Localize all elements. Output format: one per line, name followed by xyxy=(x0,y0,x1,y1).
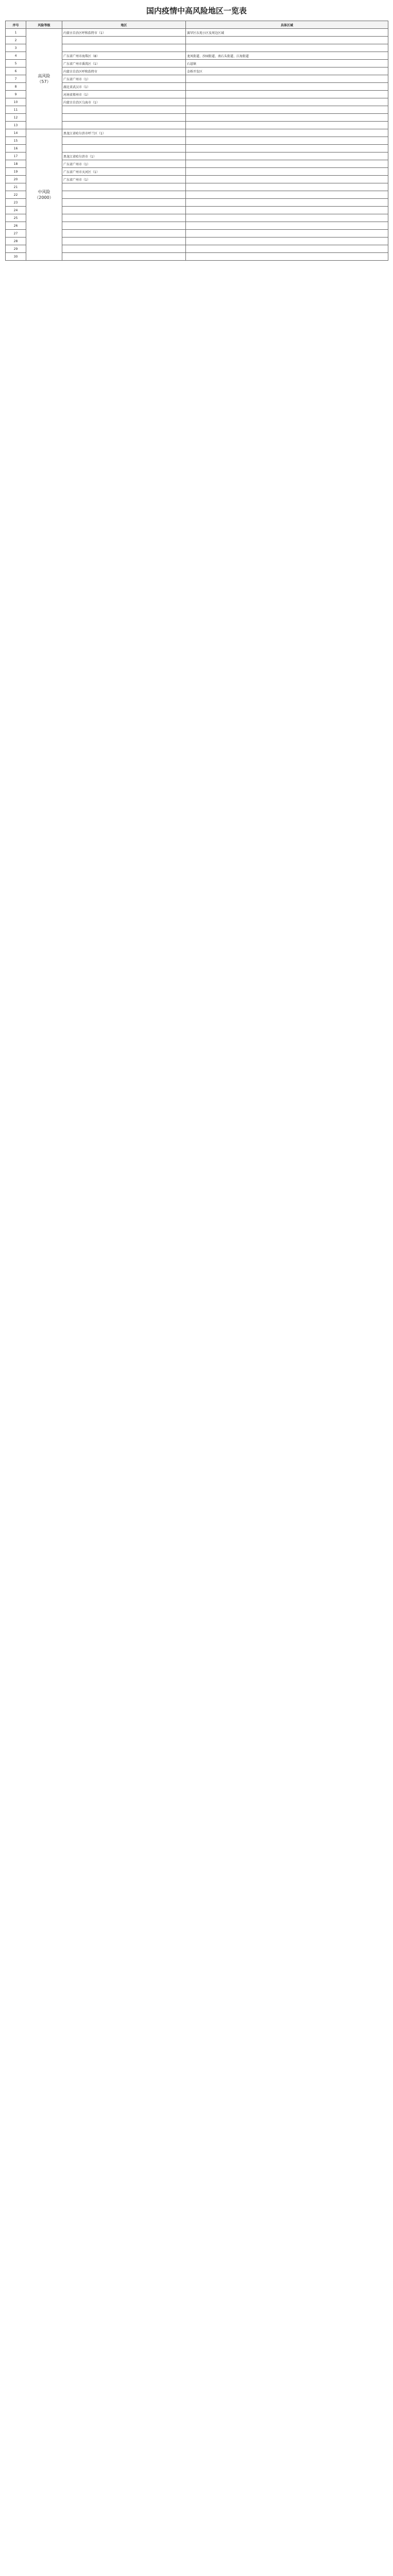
table-row xyxy=(6,122,388,129)
area-cell: 河南省郑州市（1） xyxy=(62,91,186,98)
column-header: 序号 xyxy=(6,21,26,29)
row-number: 15 xyxy=(6,137,26,145)
area-cell xyxy=(62,114,186,122)
detail-cell xyxy=(186,129,388,137)
detail-cell: 石碁镇 xyxy=(186,60,388,67)
table-row xyxy=(6,44,388,52)
detail-cell xyxy=(186,122,388,129)
area-cell xyxy=(62,145,186,152)
table-row xyxy=(6,60,388,67)
table-row xyxy=(6,245,388,253)
row-number: 2 xyxy=(6,37,26,44)
column-header: 风险等级 xyxy=(26,21,62,29)
area-cell: 内蒙古自治区乌海市（1） xyxy=(62,98,186,106)
detail-cell xyxy=(186,238,388,245)
risk-level-label: 中风险 xyxy=(38,190,50,194)
row-number: 30 xyxy=(6,253,26,261)
table-row xyxy=(6,222,388,230)
detail-cell xyxy=(186,37,388,44)
area-cell: 广东省广州市天河区（1） xyxy=(62,168,186,176)
table-row xyxy=(6,214,388,222)
detail-cell xyxy=(186,230,388,238)
table-row xyxy=(6,106,388,114)
table-row xyxy=(6,230,388,238)
area-cell xyxy=(62,207,186,214)
detail-cell xyxy=(186,114,388,122)
row-number: 8 xyxy=(6,83,26,91)
table-row xyxy=(6,199,388,207)
table-row xyxy=(6,114,388,122)
detail-cell xyxy=(186,245,388,253)
area-cell xyxy=(62,122,186,129)
area-cell: 广东省广州市（1） xyxy=(62,75,186,83)
area-cell xyxy=(62,222,186,230)
area-cell: 湖北省武汉市（1） xyxy=(62,83,186,91)
area-cell: 内蒙古自治区呼和浩特市 xyxy=(62,67,186,75)
table-row xyxy=(6,129,388,137)
area-cell xyxy=(62,106,186,114)
row-number: 26 xyxy=(6,222,26,230)
risk-level-count: （57） xyxy=(37,79,51,84)
table-row xyxy=(6,145,388,152)
detail-cell xyxy=(186,91,388,98)
table-header-row xyxy=(6,21,388,29)
table-row xyxy=(6,67,388,75)
area-cell xyxy=(62,137,186,145)
risk-table xyxy=(5,21,388,261)
detail-cell xyxy=(186,75,388,83)
area-cell xyxy=(62,245,186,253)
row-number: 18 xyxy=(6,160,26,168)
table-row xyxy=(6,183,388,191)
detail-cell xyxy=(186,98,388,106)
table-row xyxy=(6,52,388,60)
area-cell: 广东省广州市海珠区（8） xyxy=(62,52,186,60)
row-number: 27 xyxy=(6,230,26,238)
area-cell xyxy=(62,191,186,199)
detail-cell xyxy=(186,152,388,160)
table-row xyxy=(6,176,388,183)
row-number: 16 xyxy=(6,145,26,152)
detail-cell: 龙凤街道、沙园街道、南石头街道、江海街道 xyxy=(186,52,388,60)
table-row xyxy=(6,253,388,261)
detail-cell xyxy=(186,207,388,214)
detail-cell: 赛罕区东苑小区及周边区域 xyxy=(186,29,388,37)
table-row xyxy=(6,75,388,83)
row-number: 9 xyxy=(6,91,26,98)
table-row xyxy=(6,160,388,168)
row-number: 3 xyxy=(6,44,26,52)
table-row xyxy=(6,137,388,145)
table-row xyxy=(6,191,388,199)
column-header: 地区 xyxy=(62,21,186,29)
row-number: 7 xyxy=(6,75,26,83)
row-number: 4 xyxy=(6,52,26,60)
detail-cell xyxy=(186,199,388,207)
page-title: 国内疫情中高风险地区一览表 xyxy=(146,6,247,15)
area-cell xyxy=(62,37,186,44)
table-row xyxy=(6,91,388,98)
area-cell: 广东省广州市（1） xyxy=(62,160,186,168)
area-cell: 广东省广州市番禺区（1） xyxy=(62,60,186,67)
table-row xyxy=(6,238,388,245)
area-cell: 黑龙江省哈尔滨市呼兰区（1） xyxy=(62,129,186,137)
row-number: 25 xyxy=(6,214,26,222)
row-number: 19 xyxy=(6,168,26,176)
risk-level-count: （2000） xyxy=(35,195,54,200)
risk-level-label: 高风险 xyxy=(38,74,50,78)
detail-cell xyxy=(186,253,388,261)
detail-cell xyxy=(186,145,388,152)
detail-cell xyxy=(186,222,388,230)
detail-cell xyxy=(186,168,388,176)
row-number: 23 xyxy=(6,199,26,207)
row-number: 1 xyxy=(6,29,26,37)
area-cell xyxy=(62,183,186,191)
row-number: 21 xyxy=(6,183,26,191)
risk-level-medium xyxy=(26,129,62,261)
detail-cell xyxy=(186,191,388,199)
row-number: 14 xyxy=(6,129,26,137)
row-number: 10 xyxy=(6,98,26,106)
table-row xyxy=(6,98,388,106)
detail-cell xyxy=(186,176,388,183)
area-cell xyxy=(62,253,186,261)
table-row xyxy=(6,168,388,176)
column-header: 具体区域 xyxy=(186,21,388,29)
row-number: 24 xyxy=(6,207,26,214)
area-cell: 黑龙江省哈尔滨市（1） xyxy=(62,152,186,160)
row-number: 5 xyxy=(6,60,26,67)
detail-cell xyxy=(186,83,388,91)
table-body xyxy=(6,29,388,261)
risk-table-wrapper xyxy=(5,21,388,261)
row-number: 6 xyxy=(6,67,26,75)
detail-cell xyxy=(186,44,388,52)
detail-cell xyxy=(186,183,388,191)
row-number: 20 xyxy=(6,176,26,183)
area-cell xyxy=(62,214,186,222)
area-cell xyxy=(62,44,186,52)
detail-cell xyxy=(186,160,388,168)
area-cell: 广东省广州市（1） xyxy=(62,176,186,183)
table-row xyxy=(6,83,388,91)
row-number: 11 xyxy=(6,106,26,114)
row-number: 22 xyxy=(6,191,26,199)
detail-cell: 金桥开发区 xyxy=(186,67,388,75)
detail-cell xyxy=(186,106,388,114)
row-number: 17 xyxy=(6,152,26,160)
risk-level-high xyxy=(26,29,62,129)
detail-cell xyxy=(186,214,388,222)
table-row xyxy=(6,152,388,160)
area-cell xyxy=(62,230,186,238)
area-cell: 内蒙古自治区呼和浩特市（1） xyxy=(62,29,186,37)
row-number: 28 xyxy=(6,238,26,245)
area-cell xyxy=(62,199,186,207)
row-number: 13 xyxy=(6,122,26,129)
row-number: 12 xyxy=(6,114,26,122)
detail-cell xyxy=(186,137,388,145)
row-number: 29 xyxy=(6,245,26,253)
table-row xyxy=(6,29,388,37)
table-row xyxy=(6,37,388,44)
table-row xyxy=(6,207,388,214)
area-cell xyxy=(62,238,186,245)
